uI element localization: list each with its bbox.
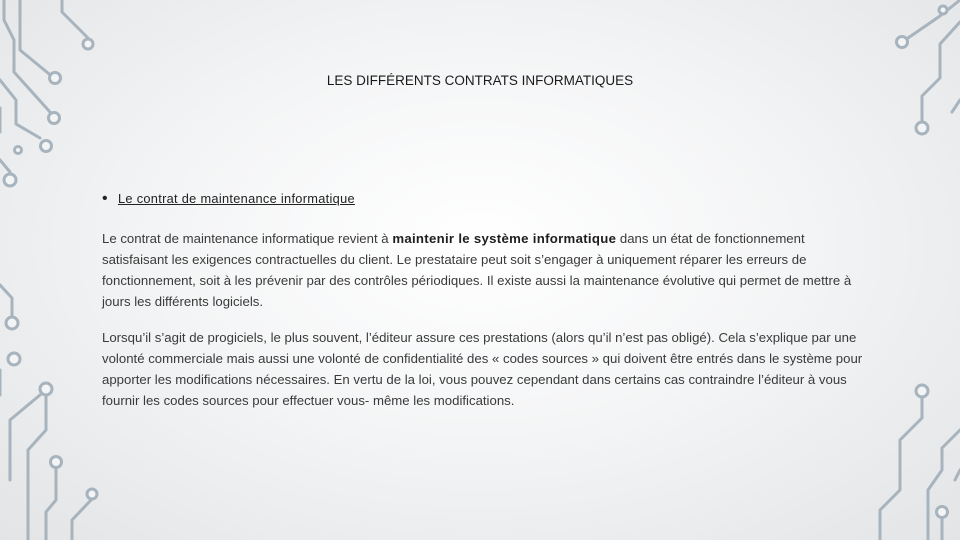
bullet-item [102,190,355,208]
paragraph-1-start: Le contrat de maintenance informatique revient à [102,231,393,246]
circuit-node [916,385,928,397]
circuit-trace [928,430,960,540]
circuit-node [40,383,52,395]
circuit-trace [20,0,54,78]
paragraph-2: Lorsqu’il s’agit de progiciels, le plus souvent, l’éditeur assure ces prestations (alors qu’il n’est pas obligé). Cela s’explique par une volonté commerciale mais aussi une volonté de confidentialité des « codes sources » qui doivent être entrés dans le système pour apporter les modifications nécessaires. En vertu de la loi, vous pouvez cependant dans certains cas contraindre l’éditeur à vous fournir les codes sources pour effectuer vous- même les modifications. [102,330,863,408]
circuit-node [4,174,16,186]
bullet-dot: • [102,190,108,207]
circuit-trace [955,470,960,480]
circuit-trace [952,100,960,112]
circuit-trace [0,285,12,316]
circuit-node [916,122,928,134]
circuit-node [939,6,947,14]
circuit-node [51,457,62,468]
bullet-heading: Le contrat de maintenance informatique [118,191,355,206]
circuit-trace [10,395,40,480]
circuit-node [8,353,20,365]
circuit-node [897,37,908,48]
circuit-node [937,507,948,518]
slide-title: LES DIFFÉRENTS CONTRATS INFORMATIQUES [326,73,634,88]
circuit-node [49,113,60,124]
circuit-trace [880,397,922,540]
circuit-node [6,317,18,329]
paragraph-1-end: dans un état de fonctionnement satisfaisant les exigences contractuelles du client. Le prestataire peut soit s’engager à uniquement réparer les erreurs de fonctionnement, soit à les prévenir par des contrôles périodiques. Il existe aussi la maintenance évolutive qui permet de mettre à jours les différents logiciels. [102,231,852,309]
circuit-trace [0,160,10,172]
circuit-trace [28,395,46,540]
paragraph-1 [102,228,866,312]
circuit-node [41,141,52,152]
circuit-node [15,147,22,154]
circuit-trace [62,0,88,44]
circuit-trace [72,499,92,540]
circuit-trace [46,468,56,540]
circuit-trace [0,80,40,138]
circuit-node [83,39,93,49]
paragraph-1-emphasis: maintenir le système informatique [392,231,617,246]
